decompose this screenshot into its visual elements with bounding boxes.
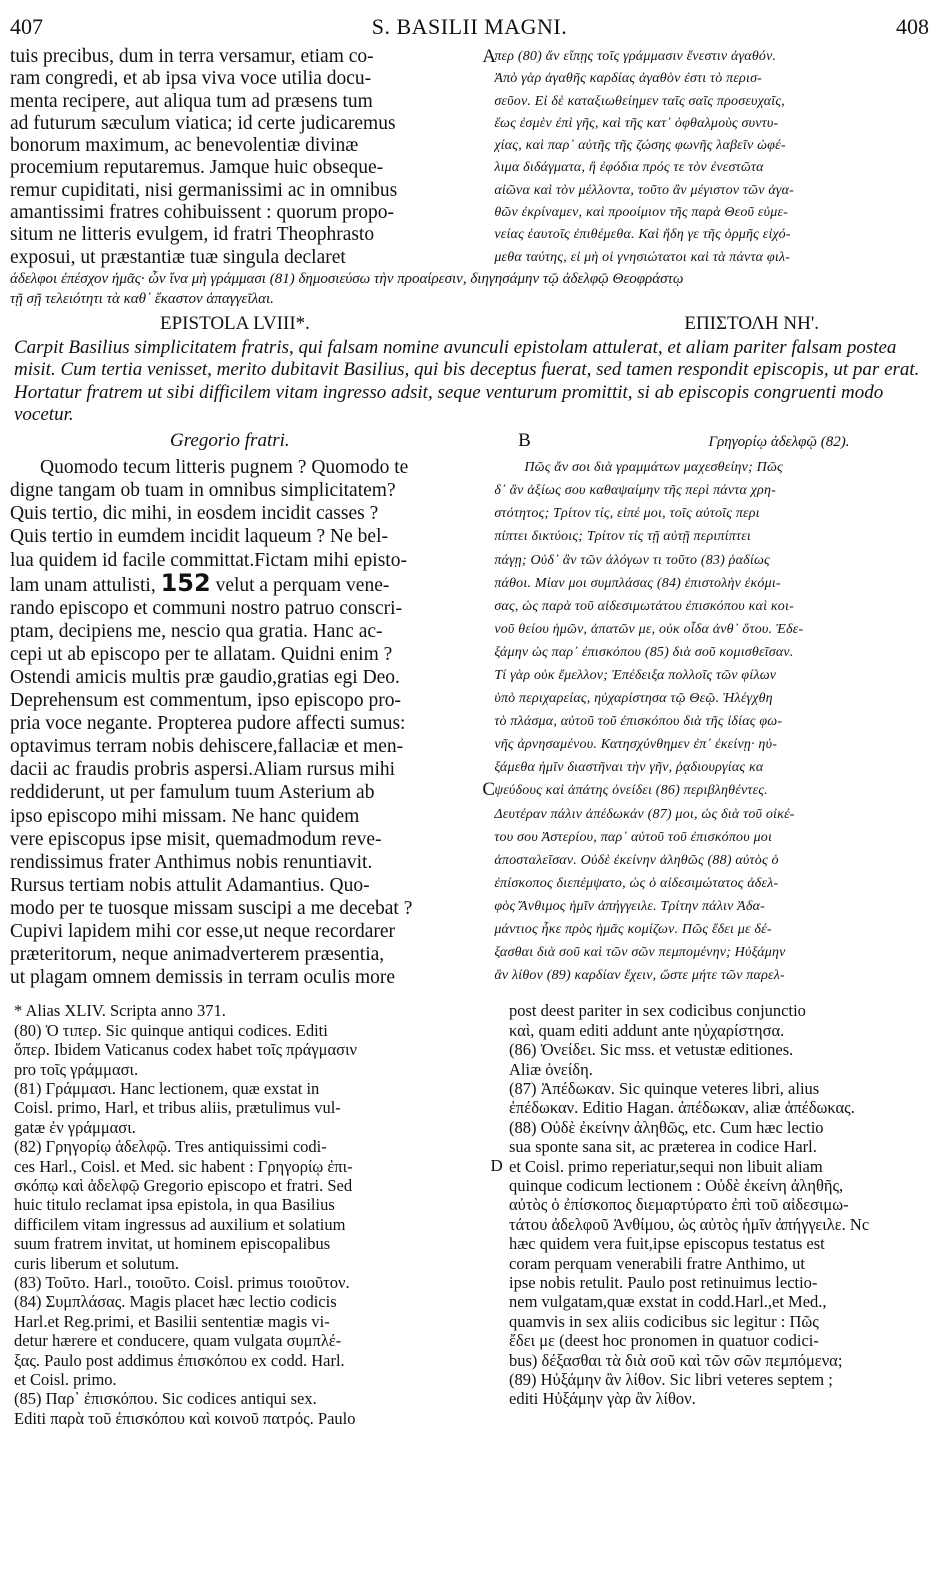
footnote-line: * Alias XLIV. Scripta anno 371. (14, 1001, 226, 1021)
latin-epistle-title: EPISTOLA LVIII*. (160, 312, 310, 334)
footnote-line: Editi παρὰ τοῦ ἐπισκόπου καὶ κοινοῦ πατρός. Paulo (14, 1408, 356, 1428)
line-tail: velut a perquam vene- (210, 574, 390, 596)
text-line (10, 572, 474, 597)
text-line: ὑπὸ περιχαρείας, ηὐχαρίστησα τῷ Θεῷ. Ἠλέγχθη (494, 691, 773, 707)
footnote-line: (88) Οὐδὲ ἐκείνην ἀληθῶς, etc. Cum hæc lectio (509, 1117, 824, 1137)
text-line: σεῦον. Εἰ δὲ καταξιωθείημεν ταῖς σαῖς προσευχαῖς, (494, 93, 785, 109)
text-line: πάθοι. Μίαν μοι συμπλάσας (84) ἐπιστολὴν ἐκόμι- (494, 575, 781, 591)
text-line: bonorum maximum, ac benevolentiæ divinæ (10, 135, 359, 157)
footnote-line: (83) Τοῦτο. Harl., τοιοῦτο. Coisl. primus τοιοῦτον. (14, 1273, 350, 1292)
footnote-line: huic titulo reclamat ipsa epistola, in qua Basilius (14, 1195, 335, 1215)
text-line: μάντιος ἧκε πρὸς ἡμᾶς κομίζων. Πῶς ἔδει με δέ- (494, 922, 772, 938)
epistle-summary (14, 337, 929, 426)
footnote-line: suum fratrem invitat, ut hominem episcopalibus (14, 1234, 331, 1254)
text-line: digne tangam ob tuam in omnibus simplicitatem? (10, 480, 396, 502)
text-line: μεθα ταύτης, εἰ μὴ οἱ γνησιώτατοι καὶ τὰ πάντα φιλ- (494, 249, 791, 265)
page-number-left: 407 (10, 14, 43, 39)
footnote-line: gatæ ἐν γράμμασι. (14, 1117, 136, 1137)
text-line: optavimus terram nobis dehiscere,fallaciæ et men- (10, 736, 404, 758)
text-line: ad futurum sæculum viatica; id certe judicaremus (10, 112, 396, 134)
text-line: ἂν λίθον (89) καρδίαν ἔχειν, ὥστε μήτε τῶν παρελ- (494, 968, 785, 984)
footnote-line: difficilem vitam ingressus ad auxilium et solatium (14, 1214, 346, 1234)
margin-mark-c: C (482, 779, 495, 801)
text-line: Ἀπὸ γὰρ ἀγαθῆς καρδίας ἀγαθὸν ἐστι τὸ περισ- (494, 71, 763, 87)
footnote-line: editi Ηὐξάμην γὰρ ἂν λίθον. (509, 1389, 696, 1409)
text-line: modo per te tuosque missam suscipi a me decebat ? (10, 897, 413, 919)
page-number-right: 408 (896, 14, 929, 39)
footnote-line: hæc quidem vera fuit,ipse episcopus testatus est (509, 1234, 825, 1254)
footnote-line: coram perquam venerabili fratre Anthimo, ut (509, 1253, 805, 1273)
text-line: στότητος; Τρίτον τίς, εἰπέ μοι, τοῖς αὐτοῖς περι (494, 506, 760, 522)
running-header (10, 14, 929, 40)
footnote-line: ipse nobis retulit. Paulo post retinuimus lectio- (509, 1273, 818, 1292)
footnote-line: τάτου ἀδελφοῦ Ἀνθίμου, ὡς αὐτὸς ἡμῖν ἀπήγγειλε. Nc (509, 1214, 870, 1234)
margin-mark-a: A (482, 46, 497, 67)
summary-text: Carpit Basilius simplicitatem fratris, qui falsam nomine avunculi epistolam attulerat, et aliam pariter falsam postea misit. Cum tertia venisset, merito dubitavit Basilius, qui bis deceptus fuerat, sed tamen respondit episcopis, ut par erat. Hortatur fratrem ut sibi difficilem vitam ingresso adsit, seque venturum promittit, si ab episcopis congruenti modo vocetur. (14, 336, 920, 425)
footnote-line: ὅπερ. Ibidem Vaticanus codex habet τοῖς πράγμασιν (14, 1040, 357, 1060)
text-line: pria voce negante. Propterea pudore affecti sumus: (10, 713, 406, 735)
text-line: ξάμην ὡς παρ᾽ ἐπισκόπου (85) διὰ σοῦ κομισθεῖσαν. (494, 644, 794, 660)
text-line: procemium reputaremus. Jamque huic obseque- (10, 157, 384, 179)
margin-mark-d: D (490, 1156, 503, 1176)
footnote-line: pro τοῖς γράμμασι. (14, 1059, 139, 1079)
top-greek-column (494, 46, 929, 269)
footnotes-right (509, 1001, 929, 1428)
footnote-line: curis liberum et solutum. (14, 1253, 179, 1273)
column-number: 152 (160, 571, 211, 597)
text-line: ram congredi, et ab ipsa viva voce utilia docu- (10, 68, 372, 90)
text-line: menta recipere, aut aliqua tum ad præsens tum (10, 90, 373, 112)
text-line: reddiderunt, ut per famulum tuum Asterium ab (10, 782, 375, 804)
text-line: Quomodo tecum litteris pugnem ? Quomodo te (40, 457, 409, 479)
footnote-line: σκόπῳ καὶ ἀδελφῷ Gregorio episcopo et fratri. Sed (14, 1175, 353, 1195)
footnotes-left (10, 1001, 484, 1428)
text-line: ἐπίσκοπος διεπέμψατο, ὡς ὁ αἰδεσιμώτατος ἀδελ- (494, 875, 779, 891)
text-line: ξάμεθα ἡμῖν διαστῆναι τὴν γῆν, ῥᾳδιουργίας κα (494, 760, 764, 776)
text-line: ἀποσταλεῖσαν. Οὐδὲ ἐκείνην ἀληθῶς (88) αὐτὸς ὁ (494, 852, 779, 868)
footnote-line: (84) Συμπλάσας. Magis placet hæc lectio codicis (14, 1292, 337, 1312)
text-line: ψεύδους καὶ ἀπάτης ὀνείδει (86) περιβληθέντες. (494, 783, 768, 799)
epistle-headings (10, 313, 929, 335)
footnote-line: αὐτὸς ὁ ἐπίσκοπος διεμαρτύρατο ἐπὶ τοῦ αἰδεσιμω- (509, 1195, 849, 1215)
body-latin-column (10, 456, 482, 989)
text-line: νοῦ θείου ἡμῶν, ἀπατῶν με, οὐκ οἶδα ἀνθ᾽ ὅτου. Ἐδε- (494, 621, 804, 637)
footnote-line: ces Harl., Coisl. et Med. sic habent : Γρηγορίῳ ἐπι- (14, 1156, 353, 1176)
footnote-line: (85) Παρ᾽ ἐπισκόπου. Sic codices antiqui sex. (14, 1389, 317, 1409)
text-line: χίας, καὶ παρ᾽ αὐτῆς τῆς ζώσης φωνῆς λαβεῖν ὠφέ- (494, 138, 786, 154)
footnote-line: detur hærere et conducere, quam vulgata συμπλέ- (14, 1331, 342, 1351)
footnote-line: quinque codicum lectionem : Οὐδὲ ἐκείνη ἀληθῆς, (509, 1175, 844, 1195)
footnote-line: (86) Ὀνείδει. Sic mss. et vetustæ editiones. (509, 1040, 794, 1060)
footnote-line: ἔδει με (deest hoc pronomen in quatuor codici- (509, 1331, 819, 1351)
footnote-line: et Coisl. primo reperiatur,sequi non libuit aliam (509, 1156, 823, 1176)
text-line: ξασθαι διὰ σοῦ καὶ τῶν σῶν πεμπομένην; Ηὐξάμην (494, 945, 786, 961)
text-line: πάγῃ; Οὐδ᾽ ἂν τῶν ἀλόγων τι τοῦτο (83) ῥαδίως (494, 552, 770, 568)
text-line: πίπτει δικτύοις; Τρίτον τίς τῇ αὐτῇ περιπίπτει (494, 529, 751, 545)
footnote-line: (81) Γράμμασι. Hanc lectionem, quæ exstat in (14, 1078, 320, 1098)
text-line: situm ne litteris evulgem, id fratri Theophrasto (10, 224, 375, 246)
latin-addressee: Gregorio fratri. (170, 430, 290, 452)
text-line: præteritorum, neque animadverterem præsentia, (10, 944, 385, 966)
text-line: περ (80) ἄν εἴπῃς τοῖς γράμμασιν ἔνεστιν ἀγαθόν. (494, 49, 777, 64)
text-line: Τί γὰρ οὐκ ἔμελλον; Ἐπέδειξα πολλοῖς τῶν φίλων (494, 668, 777, 683)
text-line: ἕως ἐσμὲν ἐπὶ γῆς, καὶ τῆς κατ᾽ ὀφθαλμοὺς συντυ- (494, 115, 779, 131)
text-line: tuis precibus, dum in terra versamur, etiam co- (10, 46, 374, 67)
text-line: νείας ἑαυτοῖς ἐπιθέμεθα. Καὶ ἤδη γε τῆς ὁρμῆς εἰχό- (494, 227, 791, 243)
greek-addressee: Γρηγορίῳ ἀδελφῷ (82). (708, 434, 850, 451)
margin-mark-b: B (518, 430, 531, 452)
top-latin-column (10, 46, 482, 269)
body-columns (10, 456, 929, 989)
text-line: δ᾽ ἂν ἀξίως σου καθαψαίμην τῆς περὶ πάντα χρη- (494, 483, 776, 499)
footnote-line: (89) Ηὐξάμην ἂν λίθον. Sic libri veteres septem ; (509, 1370, 833, 1390)
footnote-line: quamvis in sex aliis codicibus sic legitur : Πῶς (509, 1311, 819, 1331)
footnote-line: bus) δέξασθαι τὰ διὰ σοῦ καὶ τῶν σῶν πεμπόμενα; (509, 1350, 843, 1370)
text-line: Quis tertio, dic mihi, in eosdem incidit casses ? (10, 503, 379, 525)
text-line: Quis tertio in eumdem incidit laqueum ? Ne bel- (10, 526, 388, 548)
text-line: Ostendi amicis multis præ gaudio,gratias egi Deo. (10, 667, 400, 688)
text-line: cepi ut ab episcopo per te allatam. Quidni enim ? (10, 643, 393, 665)
text-line: λιμα διδάγματα, ἢ ἐφόδια πρός τε τὸν ἐνεστῶτα (494, 160, 764, 176)
line-head: lam unam attulisti, (10, 574, 161, 596)
footnote-line: (82) Γρηγορίῳ ἀδελφῷ. Tres antiquissimi codi- (14, 1137, 327, 1157)
text-line: τὸ πλάσμα, αὐτοῦ τοῦ ἐπισκόπου διὰ τῆς ἰδίας φω- (494, 714, 783, 730)
addressee-row (10, 430, 929, 452)
footnote-line: (80) Ὁ τιπερ. Sic quinque antiqui codices. Editi (14, 1020, 328, 1040)
top-columns (10, 46, 929, 269)
text-line: Rursus tertiam nobis attulit Adamantius. Quo- (10, 874, 370, 896)
text-line: νῆς ἀρνησαμένου. Κατησχύνθημεν ἐπ᾽ ἐκείνῃ· ηὐ- (494, 737, 778, 753)
text-line: Cupivi lapidem mihi cor esse,ut neque recordarer (10, 921, 395, 943)
running-title: S. BASILII MAGNI. (371, 14, 568, 39)
footnote-line: sua sponte sana sit, ac præterea in codice Harl. (509, 1137, 817, 1157)
text-line: rando episcopo et communi nostro patruo conscri- (10, 597, 403, 619)
footnotes (10, 1001, 929, 1428)
footnote-line: Harl.et Reg.primi, et Basilii sententiæ magis vi- (14, 1311, 330, 1331)
text-line: ipso episcopo mihi missam. Ne hanc quidem (10, 805, 360, 827)
text-line: θῶν ἐκρίναμεν, καὶ προοίμιον τῆς παρὰ Θεοῦ εὐμε- (494, 205, 789, 221)
text-line: τῇ σῇ τελειότητι τὰ καθ᾽ ἕκαστον ἀπαγγεῖλαι. (10, 290, 274, 307)
footnote-line: post deest pariter in sex codicibus conjunctio (509, 1001, 806, 1021)
text-line: vere episcopus ipse misit, quemadmodum reve- (10, 828, 382, 850)
greek-epistle-title: ΕΠΙΣΤΟΛΗ ΝΗ'. (684, 312, 819, 334)
text-line: Deprehensum est commentum, ipso episcopo pro- (10, 690, 401, 712)
footnote-line: καὶ, quam editi addunt ante ηὐχαρίστησα. (509, 1020, 785, 1040)
footnote-line: Coisl. primo, Harl, et tribus aliis, prætulimus vul- (14, 1098, 341, 1118)
footnote-line: ξας. Paulo post addimus ἐπισκόπου ex codd. Harl. (14, 1350, 345, 1370)
text-line: αἰῶνα καὶ τὸν μέλλοντα, τοῦτο ἂν μέγιστον τῶν ἀγα- (494, 182, 794, 198)
text-line: remur cupiditati, nisi germanissimi ac in omnibus (10, 179, 398, 201)
text-line: ptam, decipiens me, nescio qua gratia. Hanc ac- (10, 620, 383, 642)
full-width-greek (10, 269, 929, 309)
text-line: dacii ac fraudis probris aspersi.Aliam rursus mihi (10, 759, 396, 781)
text-line: rendissimus frater Anthimus nobis renuntiavit. (10, 851, 373, 873)
text-line: Πῶς ἄν σοι διὰ γραμμάτων μαχεσθείην; Πῶς (524, 460, 783, 476)
text-line: άδελφοι ἐπέσχον ἡμᾶς· ὧν ἵνα μὴ γράμμασι (81) δημοσιεύσω τὴν προαίρεσιν, διηγησάμην τῷ ἀδελφῷ Θεοφράστῳ (10, 270, 684, 287)
text-line: lua quidem id facile committat.Fictam mihi episto- (10, 549, 407, 571)
footnote-line: et Coisl. primo. (14, 1370, 117, 1390)
text-line: Δευτέραν πάλιν ἀπέδωκάν (87) μοι, ὡς διὰ τοῦ οἰκέ- (494, 806, 795, 822)
body-greek-column (494, 456, 929, 987)
footnote-line: (87) Ἀπέδωκαν. Sic quinque veteres libri, alius (509, 1078, 820, 1098)
footnote-line: Aliæ ὀνείδη. (509, 1059, 593, 1079)
footnote-line: ἐπέδωκαν. Editio Hagan. ἀπέδωκαν, aliæ ἀπέδωκας. (509, 1098, 855, 1118)
text-line: του σου Ἀστερίου, παρ᾽ αὐτοῦ τοῦ ἐπισκόπου μοι (494, 829, 773, 845)
text-line: exposui, ut præstantiæ tuæ singula declaret (10, 246, 346, 268)
text-line: φὸς Ἄνθιμος ἡμῖν ἀπήγγειλε. Τρίτην πάλιν Ἀδα- (494, 898, 766, 914)
text-line: ut plagam omnem demissis in terram oculis more (10, 967, 396, 989)
footnote-line: nem vulgatam,quæ exstat in codd.Harl.,et Med., (509, 1292, 827, 1312)
text-line: amantissimi fratres cohibuissent : quorum propo- (10, 202, 394, 224)
text-line: σας, ὡς παρὰ τοῦ αἰδεσιμωτάτου ἐπισκόπου καὶ κοι- (494, 598, 794, 614)
